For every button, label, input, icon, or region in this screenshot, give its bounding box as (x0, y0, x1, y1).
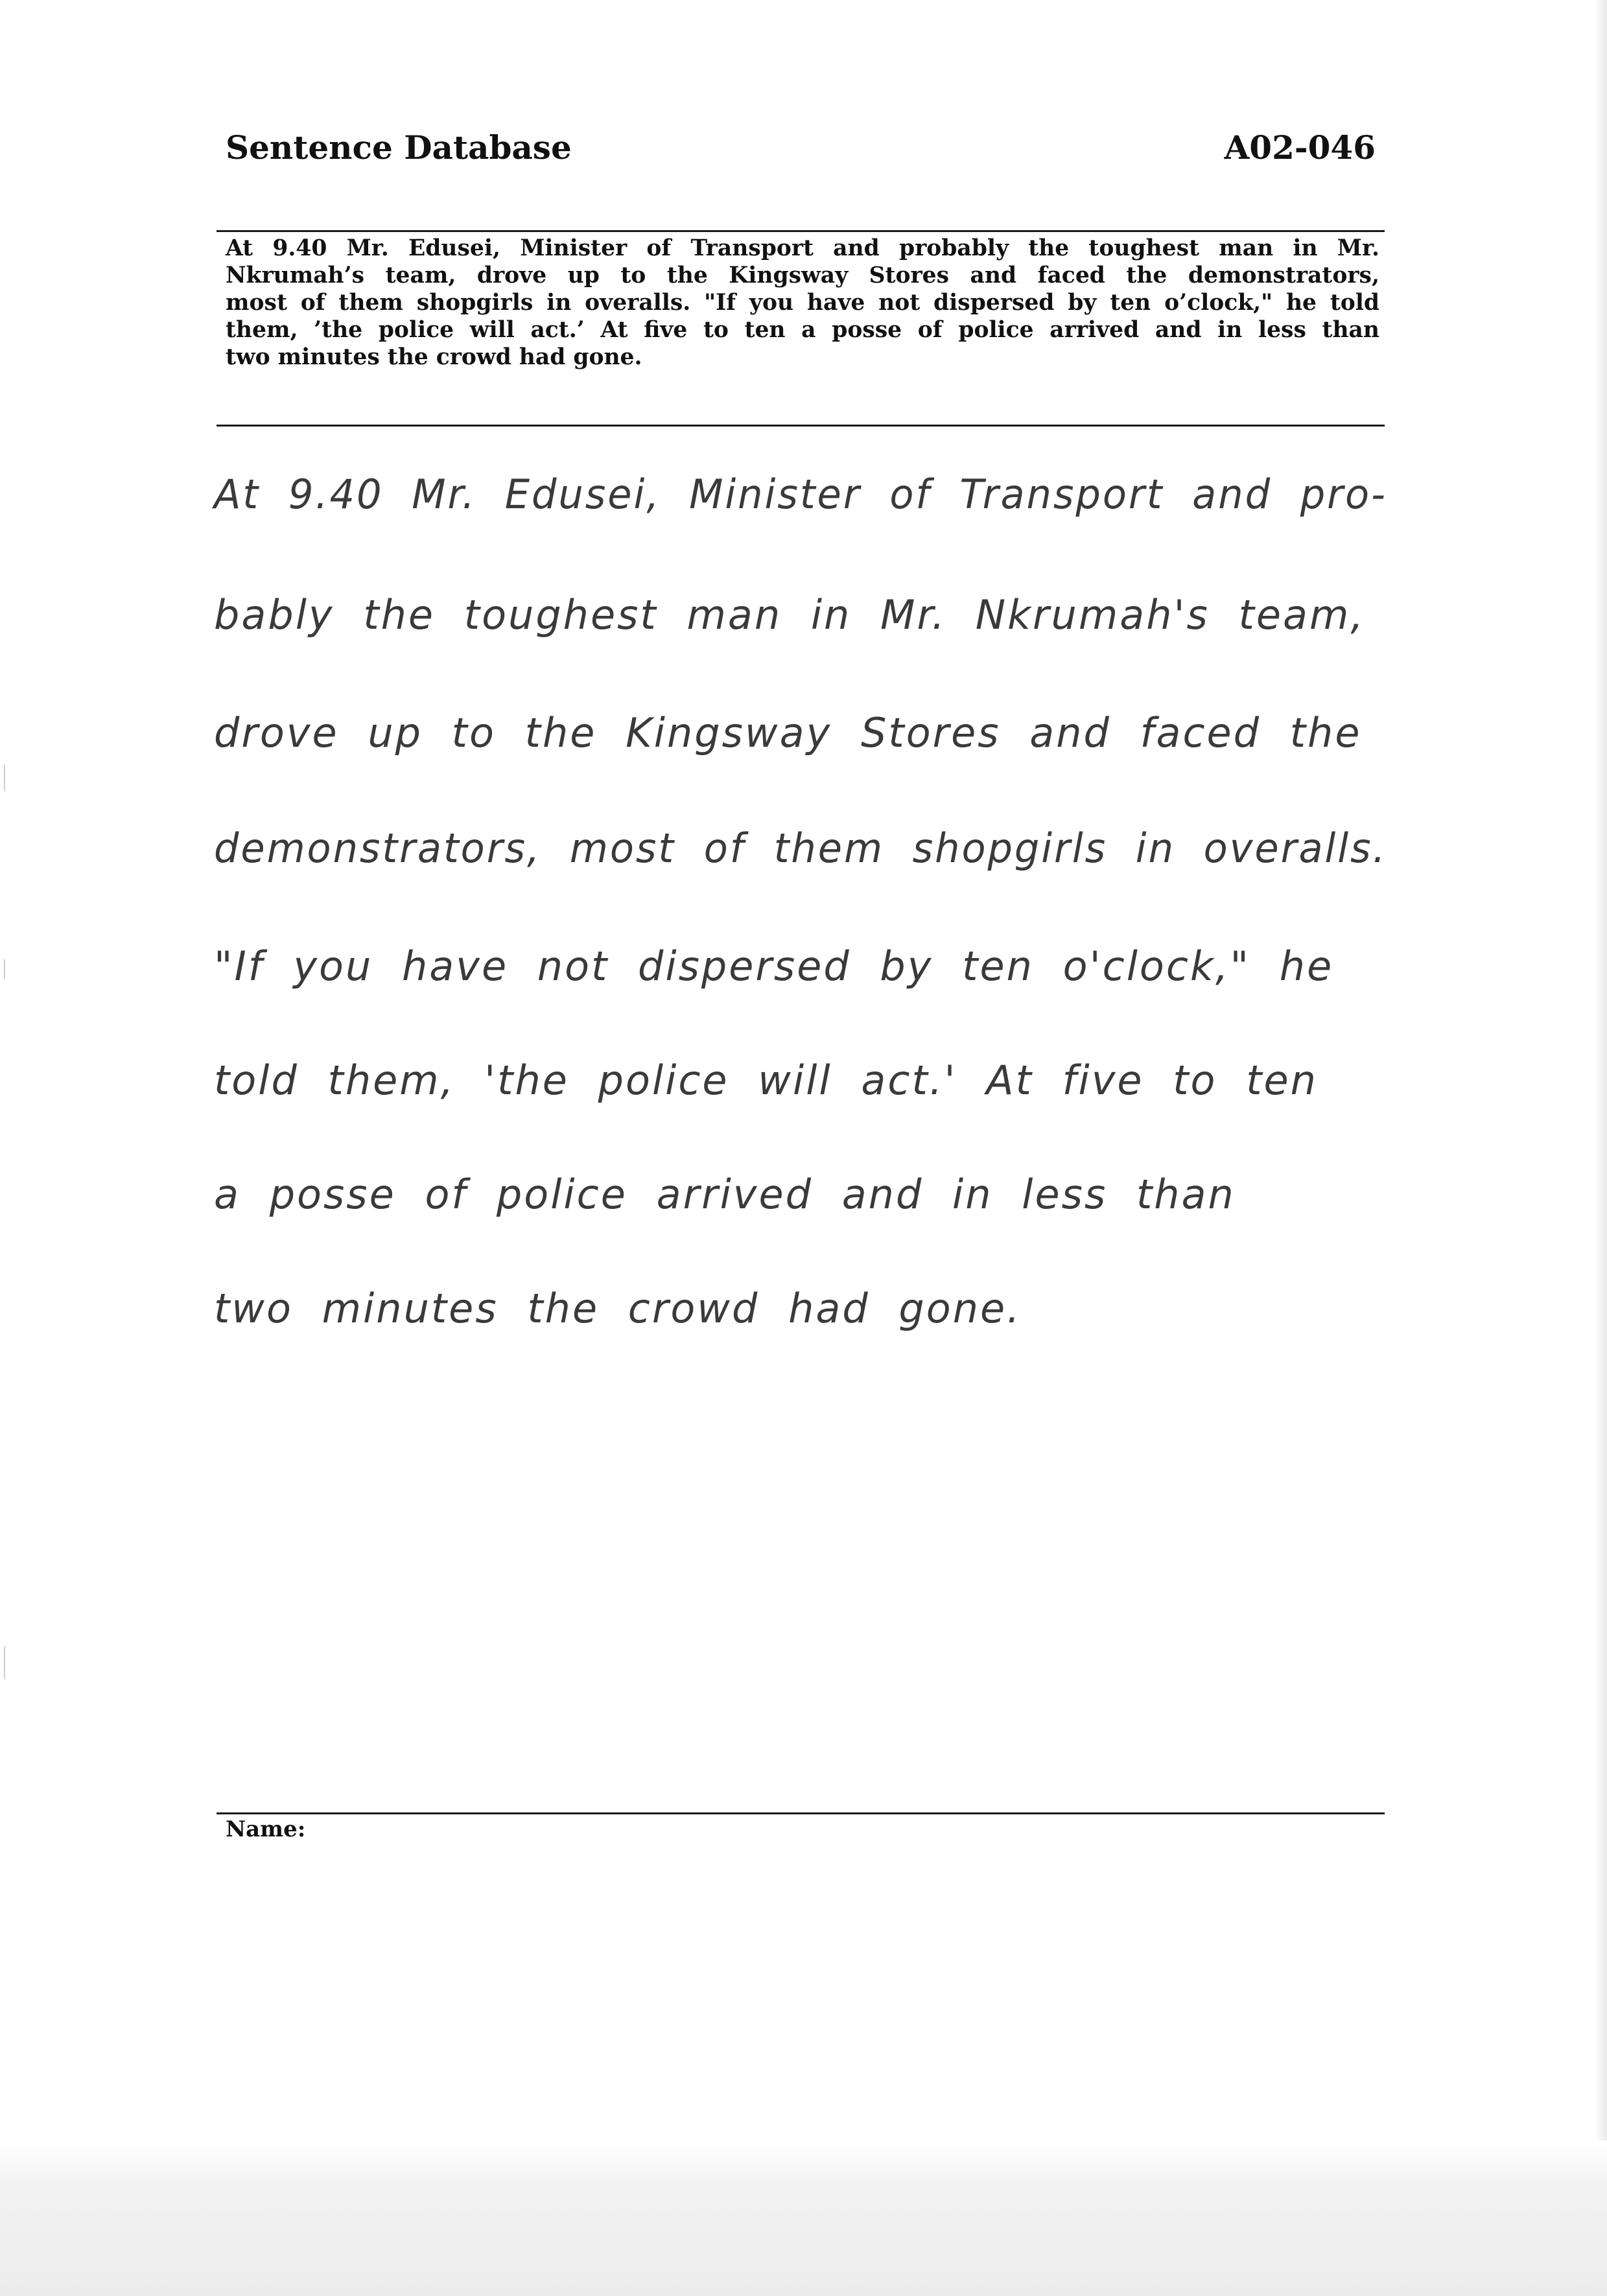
prompt-line: most of them shopgirls in overalls. "If you have not dispersed by ten o’clock," he told (226, 290, 1379, 316)
scan-mark (4, 1646, 5, 1679)
printed-prompt (226, 235, 1379, 371)
handwritten-line: bably the toughest man in Mr. Nkrumah's team, (214, 591, 1366, 638)
handwritten-line: demonstrators, most of them shopgirls in overalls. (214, 825, 1387, 872)
handwritten-line: told them, 'the police will act.' At five to ten (214, 1057, 1318, 1104)
handwritten-line: a posse of police arrived and in less than (214, 1171, 1236, 1218)
scan-mark (4, 959, 5, 979)
prompt-line: them, ’the police will act.’ At five to ten a posse of police arrived and in less than (226, 317, 1379, 343)
prompt-line: Nkrumah’s team, drove up to the Kingsway Stores and faced the demonstrators, (226, 263, 1379, 288)
page-right-edge-shadow (1595, 0, 1607, 2296)
handwritten-line: two minutes the crowd had gone. (214, 1285, 1022, 1332)
form-title: Sentence Database (226, 128, 572, 167)
handwritten-line: drove up to the Kingsway Stores and faced the (214, 709, 1362, 756)
page-bottom-edge-shadow (0, 2140, 1607, 2296)
form-id: A02-046 (1224, 128, 1376, 167)
handwritten-line: "If you have not dispersed by ten o'clock," he (214, 943, 1334, 990)
prompt-line: two minutes the crowd had gone. (226, 344, 642, 370)
handwritten-line: At 9.40 Mr. Edusei, Minister of Transport and pro- (214, 471, 1387, 518)
scan-mark (4, 765, 5, 791)
prompt-line: At 9.40 Mr. Edusei, Minister of Transport and probably the toughest man in Mr. (226, 235, 1379, 261)
prompt-top-rule (217, 230, 1385, 232)
prompt-bottom-rule (217, 425, 1385, 427)
name-label: Name: (226, 1816, 306, 1842)
name-rule (217, 1812, 1385, 1814)
